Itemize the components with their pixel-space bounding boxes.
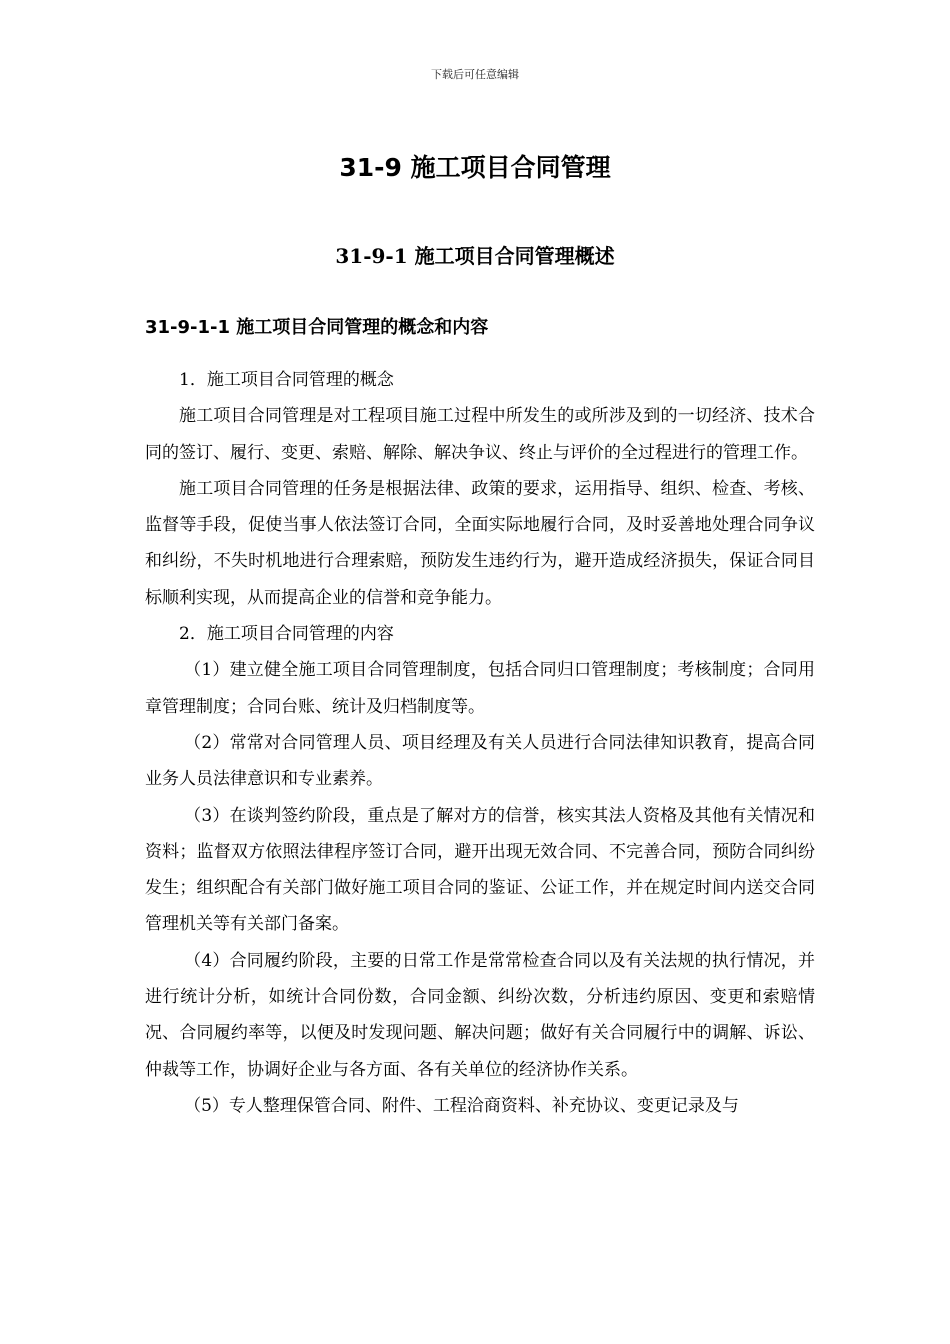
header-note: 下载后可任意编辑 [431, 68, 519, 81]
document-title: 31-9 施工项目合同管理 [339, 153, 611, 182]
paragraph-heading-concept: 1．施工项目合同管理的概念 [179, 370, 394, 390]
list-item: （1）建立健全施工项目合同管理制度，包括合同归口管理制度；考核制度；合同用章管理制度；合同台账、统计及归档制度等。 [145, 660, 815, 717]
paragraph: 施工项目合同管理的任务是根据法律、政策的要求，运用指导、组织、检查、考核、监督等手段，促使当事人依法签订合同，全面实际地履行合同，及时妥善地处理合同争议和纠纷，不失时机地进行合理索赔，预防发生违约行为，避开造成经济损失，保证合同目标顺利实现，从而提高企业的信誉和竞争能力。 [145, 478, 815, 608]
section-subtitle: 31-9-1 施工项目合同管理概述 [335, 244, 615, 268]
subsection-heading: 31-9-1-1 施工项目合同管理的概念和内容 [145, 317, 489, 338]
paragraph: 施工项目合同管理是对工程项目施工过程中所发生的或所涉及到的一切经济、技术合同的签订、履行、变更、索赔、解除、解决争议、终止与评价的全过程进行的管理工作。 [145, 406, 815, 463]
list-item: （3）在谈判签约阶段，重点是了解对方的信誉，核实其法人资格及其他有关情况和资料；监督双方依照法律程序签订合同，避开出现无效合同、不完善合同，预防合同纠纷发生；组织配合有关部门做好施工项目合同的鉴证、公证工作，并在规定时间内送交合同管理机关等有关部门备案。 [145, 805, 815, 935]
list-item: （2）常常对合同管理人员、项目经理及有关人员进行合同法律知识教育，提高合同业务人员法律意识和专业素养。 [145, 732, 815, 790]
list-item: （5）专人整理保管合同、附件、工程洽商资料、补充协议、变更记录及与 [184, 1095, 739, 1116]
list-item: （4）合同履约阶段，主要的日常工作是常常检查合同以及有关法规的执行情况，并进行统计分析，如统计合同份数，合同金额、纠纷次数，分析违约原因、变更和索赔情况、合同履约率等，以便及时发现问题、解决问题；做好有关合同履行中的调解、诉讼、仲裁等工作，协调好企业与各方面、各有关单位的经济协作关系。 [145, 950, 815, 1080]
paragraph-heading-content: 2．施工项目合同管理的内容 [179, 624, 394, 645]
document-body [145, 362, 815, 1124]
